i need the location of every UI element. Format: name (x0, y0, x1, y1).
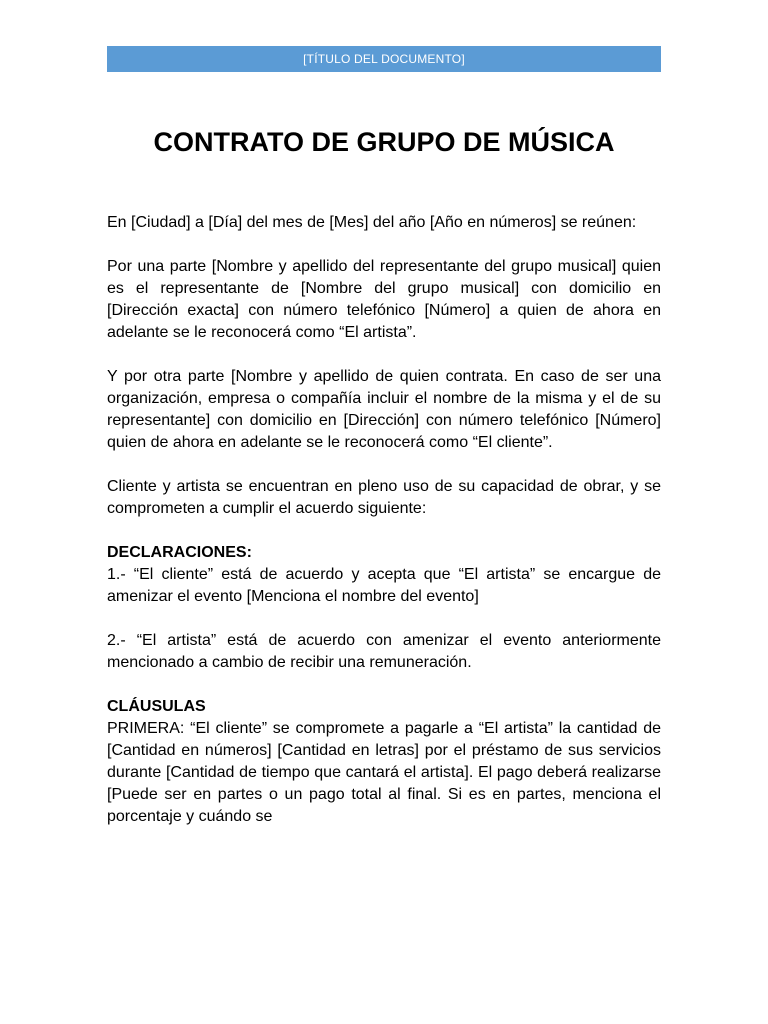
clauses-heading: CLÁUSULAS (107, 698, 206, 715)
artist-party-paragraph: Por una parte [Nombre y apellido del representante del grupo musical] quien es el representante de [Nombre del grupo musical] con domicilio en [Dirección exacta] con número telefónico [Número] a quien de ahora en adelante se le reconocerá como “El artista”. (107, 258, 661, 341)
contract-body (107, 212, 661, 828)
declaration-2: 2.- “El artista” está de acuerdo con amenizar el evento anteriormente mencionado a cambio de recibir una remuneración. (107, 632, 661, 671)
declaration-1: 1.- “El cliente” está de acuerdo y acepta que “El artista” se encargue de amenizar el evento [Menciona el nombre del evento] (107, 566, 661, 605)
clause-first: PRIMERA: “El cliente” se compromete a pagarle a “El artista” la cantidad de [Cantidad en números] [Cantidad en letras] por el préstamo de sus servicios durante [Cantidad de tiempo que cantará el artista]. El pago deberá realizarse [Puede ser en partes o un pago total al final. Si es en partes, menciona el porcentaje y cuándo se (107, 720, 661, 825)
contract-title: CONTRATO DE GRUPO DE MÚSICA (153, 127, 615, 157)
capacity-paragraph: Cliente y artista se encuentran en pleno uso de su capacidad de obrar, y se comprometen a cumplir el acuerdo siguiente: (107, 478, 661, 517)
document-title-placeholder: [TÍTULO DEL DOCUMENTO] (303, 52, 465, 66)
document-header-bar (107, 46, 661, 72)
client-party-paragraph: Y por otra parte [Nombre y apellido de quien contrata. En caso de ser una organización, empresa o compañía incluir el nombre de la misma y el de su representante] con domicilio en [Dirección] con número telefónico [Número] quien de ahora en adelante se le reconocerá como “El cliente”. (107, 368, 661, 451)
intro-paragraph: En [Ciudad] a [Día] del mes de [Mes] del año [Año en números] se reúnen: (107, 214, 637, 231)
declarations-heading: DECLARACIONES: (107, 544, 252, 561)
